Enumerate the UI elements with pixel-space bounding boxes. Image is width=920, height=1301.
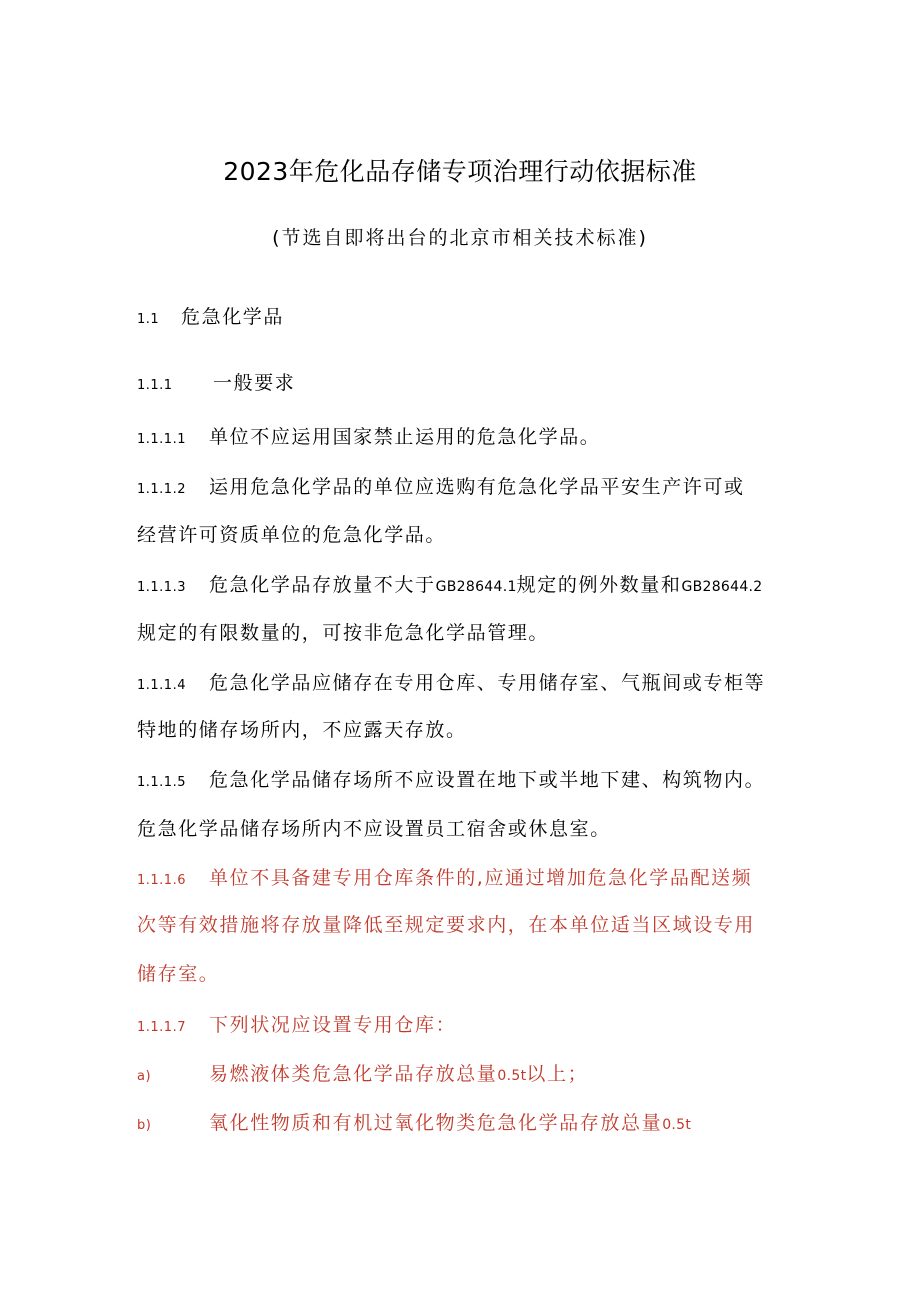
clause-number: 1.1.1.7 xyxy=(137,1020,186,1035)
clause-text: 危急化学品储存场所不应设置在地下或半地下建、构筑物内。 xyxy=(209,769,766,791)
list-marker: b) xyxy=(137,1118,152,1133)
list-text-part: 易燃液体类危急化学品存放总量 xyxy=(209,1063,498,1085)
clause-number: 1.1.1.1 xyxy=(137,432,186,447)
list-text-part: 氧化性物质和有机过氧化物类危急化学品存放总量 xyxy=(209,1112,663,1134)
clause-text: 单位不具备建专用仓库条件的,应通过增加危急化学品配送频 xyxy=(209,867,753,889)
standard-code: GB28644.1 xyxy=(435,579,517,595)
subsection-title: 一般要求 xyxy=(213,372,296,394)
clause-1-1-1-5 xyxy=(137,766,797,797)
clause-1-1-1-2 xyxy=(137,473,797,504)
clause-1-1-1-1 xyxy=(137,423,797,454)
clause-1-1-1-6 xyxy=(137,864,797,895)
clause-1-1-1-6-continuation: 储存室。 xyxy=(137,963,220,985)
clause-text: 下列状况应设置专用仓库： xyxy=(209,1014,457,1036)
clause-1-1-1-3 xyxy=(137,571,797,602)
standard-code: GB28644.2 xyxy=(681,579,763,595)
clause-text: 单位不应运用国家禁止运用的危急化学品。 xyxy=(209,426,601,448)
section-heading xyxy=(137,303,797,334)
clause-1-1-1-4 xyxy=(137,669,797,700)
clause-number: 1.1.1.5 xyxy=(137,775,186,790)
list-item-a xyxy=(137,1060,797,1091)
clause-text: 危急化学品应储存在专用仓库、专用储存室、气瓶间或专柜等 xyxy=(209,672,766,694)
quantity-value: 0.5t xyxy=(497,1068,527,1084)
clause-1-1-1-5-continuation: 危急化学品储存场所内不应设置员工宿舍或休息室。 xyxy=(137,818,611,840)
clause-1-1-1-4-continuation: 特地的储存场所内，不应露天存放。 xyxy=(137,719,467,741)
clause-number: 1.1.1.2 xyxy=(137,482,186,497)
clause-number: 1.1.1.3 xyxy=(137,580,186,595)
clause-1-1-1-6-continuation: 次等有效措施将存放量降低至规定要求内，在本单位适当区域设专用 xyxy=(137,914,756,936)
document-title: 2023年危化品存储专项治理行动依据标准 xyxy=(223,157,697,186)
list-text-part: 以上； xyxy=(526,1063,589,1085)
list-item-b xyxy=(137,1109,797,1140)
subsection-number: 1.1.1 xyxy=(137,378,173,393)
clause-number: 1.1.1.6 xyxy=(137,873,186,888)
document-subtitle: (节选自即将出台的北京市相关技术标准) xyxy=(272,227,648,249)
list-marker: a) xyxy=(137,1069,152,1084)
clause-1-1-1-7 xyxy=(137,1011,797,1042)
clause-1-1-1-3-continuation: 规定的有限数量的，可按非危急化学品管理。 xyxy=(137,622,550,644)
quantity-value: 0.5t xyxy=(662,1117,692,1133)
clause-1-1-1-2-continuation: 经营许可资质单位的危急化学品。 xyxy=(137,524,447,546)
section-title: 危急化学品 xyxy=(181,306,285,328)
subsection-heading xyxy=(137,369,797,400)
clause-text: 运用危急化学品的单位应选购有危急化学品平安生产许可或 xyxy=(209,476,745,498)
clause-text-part: 危急化学品存放量不大于 xyxy=(209,574,436,596)
clause-text-part: 规定的例外数量和 xyxy=(516,574,682,596)
clause-number: 1.1.1.4 xyxy=(137,678,186,693)
section-number: 1.1 xyxy=(137,312,160,327)
